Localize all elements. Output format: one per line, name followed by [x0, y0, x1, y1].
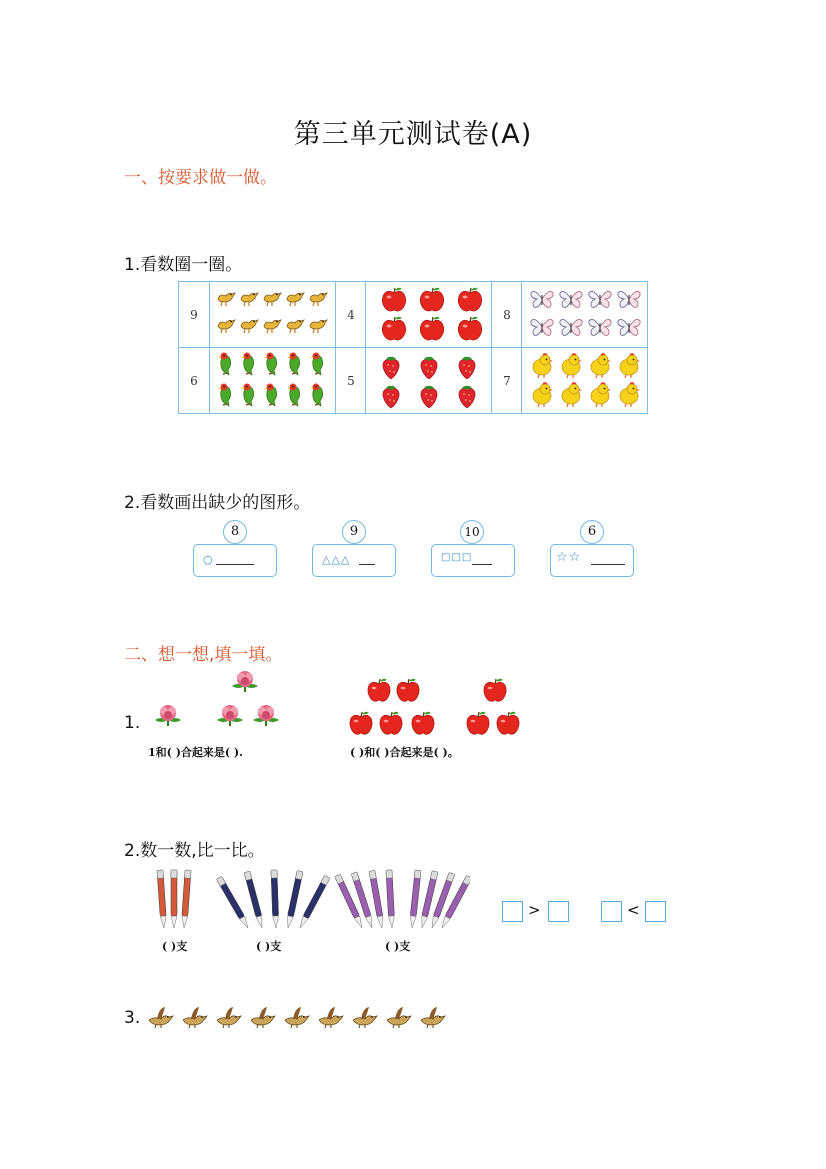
table-number: 9: [190, 308, 198, 322]
apple-icon: [455, 315, 493, 344]
strawberry-icon: [379, 382, 417, 411]
section-1-heading: 一、按要求做一做。: [124, 168, 277, 188]
parrot-icon: [307, 350, 330, 381]
pen-icon: [285, 871, 303, 929]
pen-icon: [386, 870, 395, 928]
shape-text: ○: [203, 553, 214, 566]
chick-icon: [616, 381, 645, 410]
shape-text: △△△: [322, 553, 351, 566]
apple-icon: [380, 712, 402, 735]
pen-icon: [171, 870, 177, 928]
question-1-2-label: 2.看数画出缺少的图形。: [124, 493, 311, 513]
pen-icon: [271, 870, 279, 928]
pen-icon: [409, 870, 421, 928]
apple-icon: [455, 286, 493, 315]
apple-group: [345, 676, 530, 742]
apple-icon: [379, 315, 417, 344]
butterfly-icon: [558, 287, 587, 315]
number-bubble: 10: [460, 520, 484, 544]
bird-icon: [319, 1007, 343, 1028]
duck-icon: [307, 286, 330, 313]
compare-box-2[interactable]: [548, 901, 569, 922]
butterfly-icon: [529, 287, 558, 315]
chick-icon: [529, 381, 558, 410]
strawberry-icon: [417, 353, 455, 382]
strawberry-icon: [455, 353, 493, 382]
duck-icon: [261, 286, 284, 313]
chick-icon: [558, 381, 587, 410]
strawberry-icon: [455, 382, 493, 411]
number-bubble: 6: [580, 520, 604, 544]
caption-pens-3[interactable]: ( )支: [385, 940, 411, 953]
compare-box-3[interactable]: [601, 901, 622, 922]
apple-icon: [368, 679, 390, 702]
blank-line[interactable]: [216, 564, 254, 565]
butterfly-figures: [529, 287, 645, 343]
duck-icon: [284, 286, 307, 313]
shape-box: [312, 544, 396, 577]
apple-icon: [484, 679, 506, 702]
flower-icon: [232, 671, 258, 692]
flower-icon: [155, 705, 181, 726]
duck-figures: [215, 286, 330, 340]
caption-pens-1[interactable]: ( )支: [162, 940, 188, 953]
parrot-icon: [238, 381, 261, 412]
chick-icon: [616, 352, 645, 381]
table-number: 8: [503, 308, 511, 322]
apple-figures: [379, 286, 493, 344]
parrot-icon: [261, 381, 284, 412]
strawberry-icon: [417, 382, 455, 411]
shape-text: ☆☆: [556, 550, 582, 565]
apple-icon: [417, 315, 455, 344]
butterfly-icon: [616, 315, 645, 343]
parrot-icon: [238, 350, 261, 381]
shape-box: [193, 544, 277, 577]
question-1-1-label: 1.看数圈一圈。: [124, 255, 243, 275]
question-2-1-label: 1.: [124, 713, 141, 733]
counting-table: [178, 281, 648, 414]
parrot-icon: [307, 381, 330, 412]
shape-box: [431, 544, 515, 577]
bird-icon: [217, 1007, 241, 1028]
question-2-2-label: 2.数一数,比一比。: [124, 841, 265, 861]
butterfly-icon: [616, 287, 645, 315]
bird-row: [143, 1000, 463, 1030]
apple-icon: [497, 712, 519, 735]
shape-text: □□□: [441, 552, 473, 563]
page-title: 第三单元测试卷(A): [293, 119, 533, 150]
parrot-icon: [284, 381, 307, 412]
section-2-heading: 二、想一想,填一填。: [124, 645, 283, 665]
bird-icon: [387, 1007, 411, 1028]
parrot-icon: [215, 381, 238, 412]
pen-icon: [157, 870, 167, 928]
question-2-3-label: 3.: [124, 1008, 141, 1028]
compare-box-1[interactable]: [502, 901, 523, 922]
blank-line[interactable]: [472, 564, 492, 565]
shape-box: [550, 544, 634, 577]
table-number: 7: [503, 374, 511, 388]
butterfly-icon: [587, 287, 616, 315]
bird-icon: [421, 1007, 445, 1028]
strawberry-figures: [379, 353, 493, 411]
compare-box-4[interactable]: [645, 901, 666, 922]
parrot-icon: [284, 350, 307, 381]
less-than-sign: <: [627, 901, 640, 919]
butterfly-icon: [558, 315, 587, 343]
chick-icon: [558, 352, 587, 381]
duck-icon: [261, 313, 284, 340]
duck-icon: [284, 313, 307, 340]
chick-figures: [529, 352, 645, 410]
table-number: 5: [347, 374, 355, 388]
strawberry-icon: [379, 353, 417, 382]
butterfly-icon: [587, 315, 616, 343]
duck-icon: [215, 286, 238, 313]
bird-icon: [183, 1007, 207, 1028]
apple-icon: [417, 286, 455, 315]
bird-icon: [353, 1007, 377, 1028]
duck-icon: [238, 286, 261, 313]
butterfly-icon: [529, 315, 558, 343]
pen-icon: [181, 870, 191, 928]
apple-icon: [412, 712, 434, 735]
blank-line[interactable]: [359, 564, 375, 565]
duck-icon: [238, 313, 261, 340]
bird-icon: [285, 1007, 309, 1028]
chick-icon: [587, 352, 616, 381]
table-number: 4: [347, 308, 355, 322]
number-bubble: 8: [223, 520, 247, 544]
duck-icon: [215, 313, 238, 340]
flower-icon: [217, 705, 243, 726]
chick-icon: [529, 352, 558, 381]
duck-icon: [307, 313, 330, 340]
caption-flowers[interactable]: 1和( )合起来是( ).: [148, 746, 243, 759]
chick-icon: [587, 381, 616, 410]
apple-icon: [350, 712, 372, 735]
pen-icon: [216, 876, 250, 929]
parrot-icon: [261, 350, 284, 381]
bird-icon: [149, 1007, 173, 1028]
blank-line[interactable]: [591, 564, 625, 565]
table-number: 6: [190, 374, 198, 388]
bird-icon: [251, 1007, 275, 1028]
caption-pens-2[interactable]: ( )支: [256, 940, 282, 953]
apple-icon: [379, 286, 417, 315]
caption-apples[interactable]: ( )和( )合起来是( )。: [350, 746, 459, 759]
pen-groups: [150, 866, 470, 936]
apple-icon: [467, 712, 489, 735]
parrot-icon: [215, 350, 238, 381]
flower-icon: [253, 705, 279, 726]
pen-icon: [244, 871, 265, 929]
flower-group: [148, 668, 288, 738]
greater-than-sign: >: [528, 901, 541, 919]
parrot-figures: [215, 350, 330, 412]
pen-icon: [297, 875, 330, 929]
apple-icon: [397, 679, 419, 702]
number-bubble: 9: [342, 520, 366, 544]
